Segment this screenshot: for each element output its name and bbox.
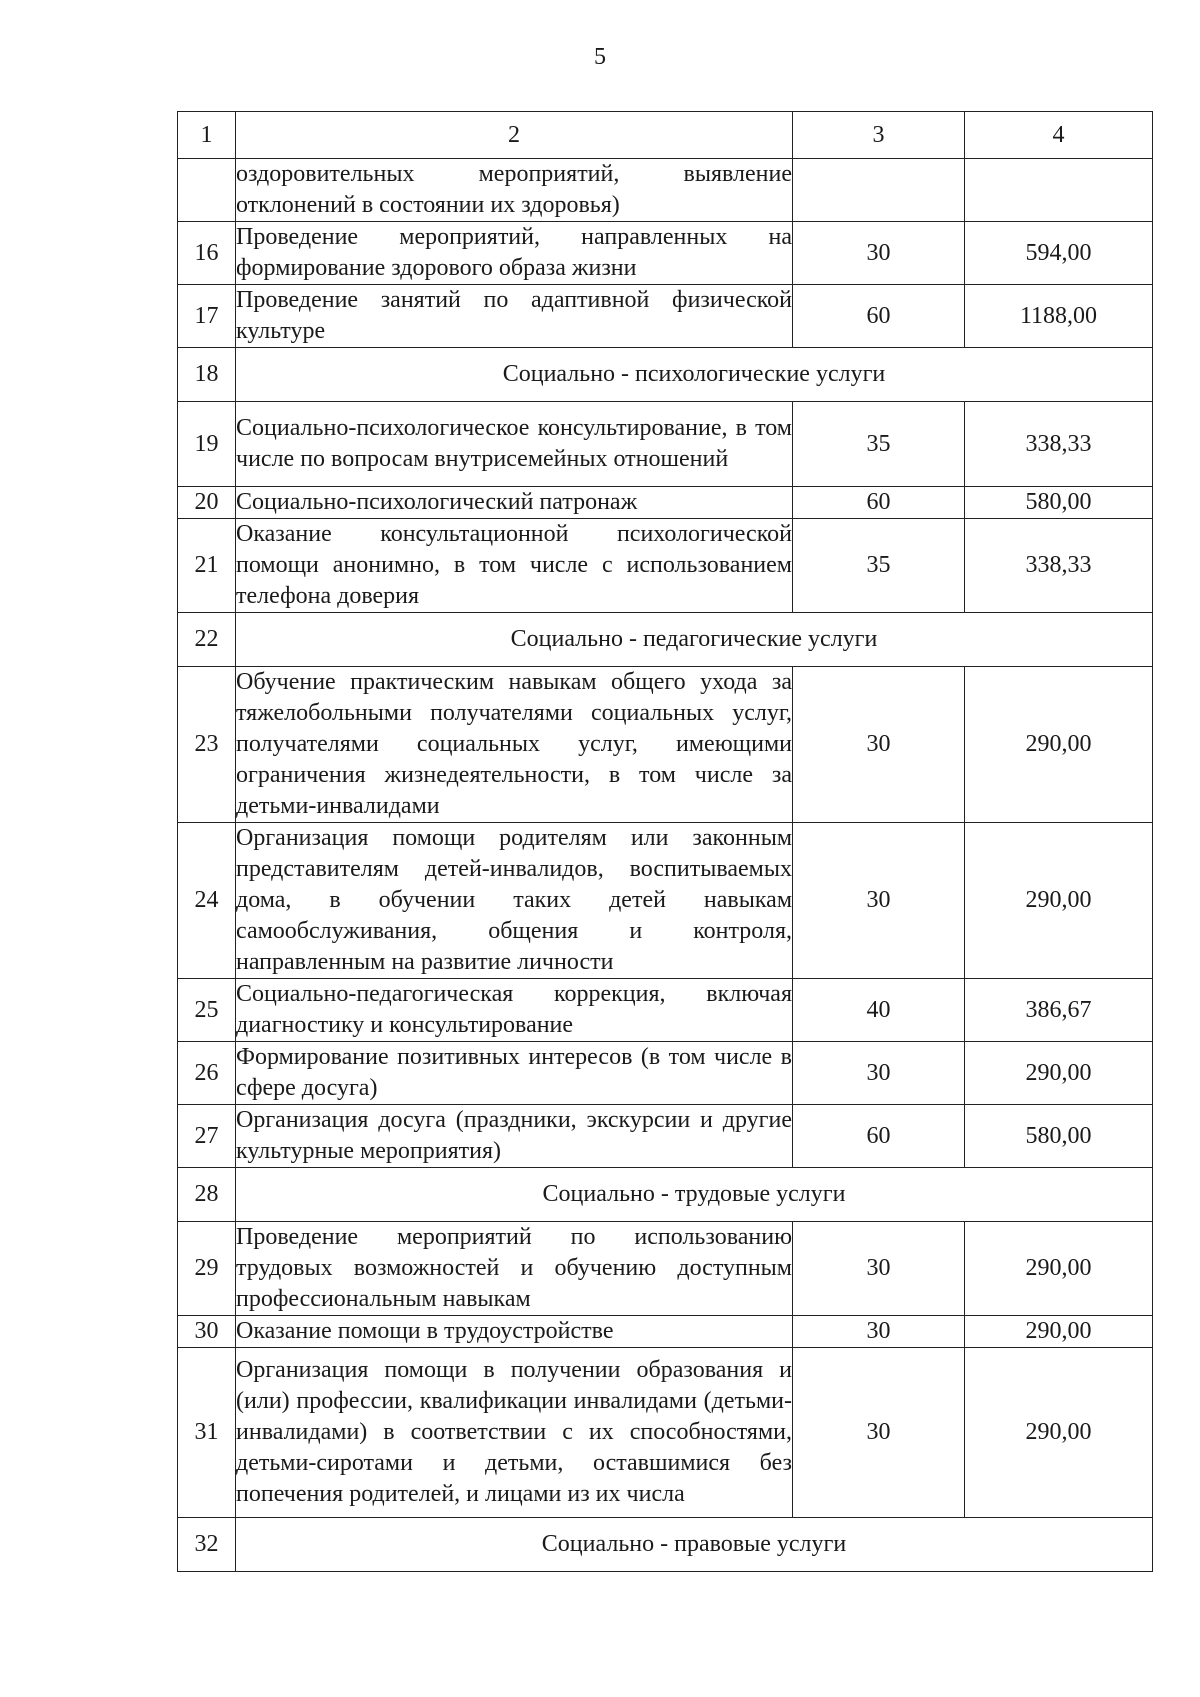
service-minutes: 60	[793, 285, 965, 348]
service-price: 290,00	[965, 1316, 1153, 1348]
section-title: Социально - педагогические услуги	[236, 613, 1153, 667]
service-minutes: 30	[793, 823, 965, 979]
service-price	[965, 159, 1153, 222]
table-row	[178, 1222, 1153, 1316]
service-description: Проведение занятий по адаптивной физической культуре	[236, 285, 793, 348]
service-description: Обучение практическим навыкам общего ухода за тяжелобольными получателями социальных услуг, получателями социальных услуг, имеющими ограничения жизнедеятельности, в том числе за детьми-инвалидами	[236, 667, 793, 823]
row-number: 19	[178, 402, 236, 487]
row-number: 32	[178, 1518, 236, 1572]
service-description: Проведение мероприятий, направленных на формирование здорового образа жизни	[236, 222, 793, 285]
service-price: 386,67	[965, 979, 1153, 1042]
row-number: 25	[178, 979, 236, 1042]
service-description: Организация помощи в получении образования и (или) профессии, квалификации инвалидами (детьми-инвалидами) в соответствии с их способностями, детьми-сиротами и детьми, оставшимися без попечения родителей, и лицами из их числа	[236, 1348, 793, 1518]
header-row	[178, 112, 1153, 159]
section-row	[178, 348, 1153, 402]
row-number: 16	[178, 222, 236, 285]
section-row	[178, 613, 1153, 667]
section-row	[178, 1518, 1153, 1572]
table-row	[178, 285, 1153, 348]
service-description: оздоровительных мероприятий, выявление отклонений в состоянии их здоровья)	[236, 159, 793, 222]
row-number: 30	[178, 1316, 236, 1348]
service-minutes: 40	[793, 979, 965, 1042]
service-price: 1188,00	[965, 285, 1153, 348]
row-number: 17	[178, 285, 236, 348]
services-table	[177, 111, 1153, 1572]
table-row	[178, 519, 1153, 613]
service-description: Социально-педагогическая коррекция, включая диагностику и консультирование	[236, 979, 793, 1042]
section-title: Социально - психологические услуги	[236, 348, 1153, 402]
table-row	[178, 1348, 1153, 1518]
service-description: Проведение мероприятий по использованию трудовых возможностей и обучению доступным профессиональным навыкам	[236, 1222, 793, 1316]
header-cell-2: 2	[236, 112, 793, 159]
row-number: 23	[178, 667, 236, 823]
service-price: 290,00	[965, 1348, 1153, 1518]
service-price: 594,00	[965, 222, 1153, 285]
service-minutes: 35	[793, 519, 965, 613]
service-description: Социально-психологический патронаж	[236, 487, 793, 519]
service-description: Организация помощи родителям или законным представителям детей-инвалидов, воспитываемых дома, в обучении таких детей навыкам самообслуживания, общения и контроля, направленным на развитие личности	[236, 823, 793, 979]
table-row	[178, 222, 1153, 285]
service-minutes: 60	[793, 487, 965, 519]
service-description: Социально-психологическое консультирование, в том числе по вопросам внутрисемейных отношений	[236, 402, 793, 487]
row-number: 20	[178, 487, 236, 519]
service-minutes: 30	[793, 1348, 965, 1518]
table-row	[178, 487, 1153, 519]
row-number: 31	[178, 1348, 236, 1518]
row-number: 27	[178, 1105, 236, 1168]
row-number: 28	[178, 1168, 236, 1222]
service-minutes: 30	[793, 667, 965, 823]
table-row	[178, 1316, 1153, 1348]
row-number: 22	[178, 613, 236, 667]
header-cell-4: 4	[965, 112, 1153, 159]
section-row	[178, 1168, 1153, 1222]
service-description: Оказание помощи в трудоустройстве	[236, 1316, 793, 1348]
row-number: 29	[178, 1222, 236, 1316]
service-minutes: 35	[793, 402, 965, 487]
service-price: 290,00	[965, 1222, 1153, 1316]
service-price: 290,00	[965, 1042, 1153, 1105]
table-row	[178, 1105, 1153, 1168]
row-number: 26	[178, 1042, 236, 1105]
service-minutes: 30	[793, 222, 965, 285]
row-number	[178, 159, 236, 222]
service-minutes: 30	[793, 1222, 965, 1316]
service-price: 290,00	[965, 823, 1153, 979]
table-row	[178, 1042, 1153, 1105]
service-price: 338,33	[965, 402, 1153, 487]
page-number: 5	[594, 44, 606, 70]
table-row	[178, 159, 1153, 222]
row-number: 21	[178, 519, 236, 613]
table-row	[178, 667, 1153, 823]
section-title: Социально - трудовые услуги	[236, 1168, 1153, 1222]
service-minutes	[793, 159, 965, 222]
table-row	[178, 979, 1153, 1042]
header-cell-3: 3	[793, 112, 965, 159]
header-cell-1: 1	[178, 112, 236, 159]
service-price: 580,00	[965, 1105, 1153, 1168]
table-row	[178, 823, 1153, 979]
table-row	[178, 402, 1153, 487]
row-number: 18	[178, 348, 236, 402]
service-minutes: 60	[793, 1105, 965, 1168]
service-description: Организация досуга (праздники, экскурсии и другие культурные мероприятия)	[236, 1105, 793, 1168]
service-minutes: 30	[793, 1316, 965, 1348]
service-description: Оказание консультационной психологической помощи анонимно, в том числе с использованием телефона доверия	[236, 519, 793, 613]
service-minutes: 30	[793, 1042, 965, 1105]
service-price: 290,00	[965, 667, 1153, 823]
row-number: 24	[178, 823, 236, 979]
section-title: Социально - правовые услуги	[236, 1518, 1153, 1572]
service-price: 580,00	[965, 487, 1153, 519]
service-description: Формирование позитивных интересов (в том числе в сфере досуга)	[236, 1042, 793, 1105]
service-price: 338,33	[965, 519, 1153, 613]
